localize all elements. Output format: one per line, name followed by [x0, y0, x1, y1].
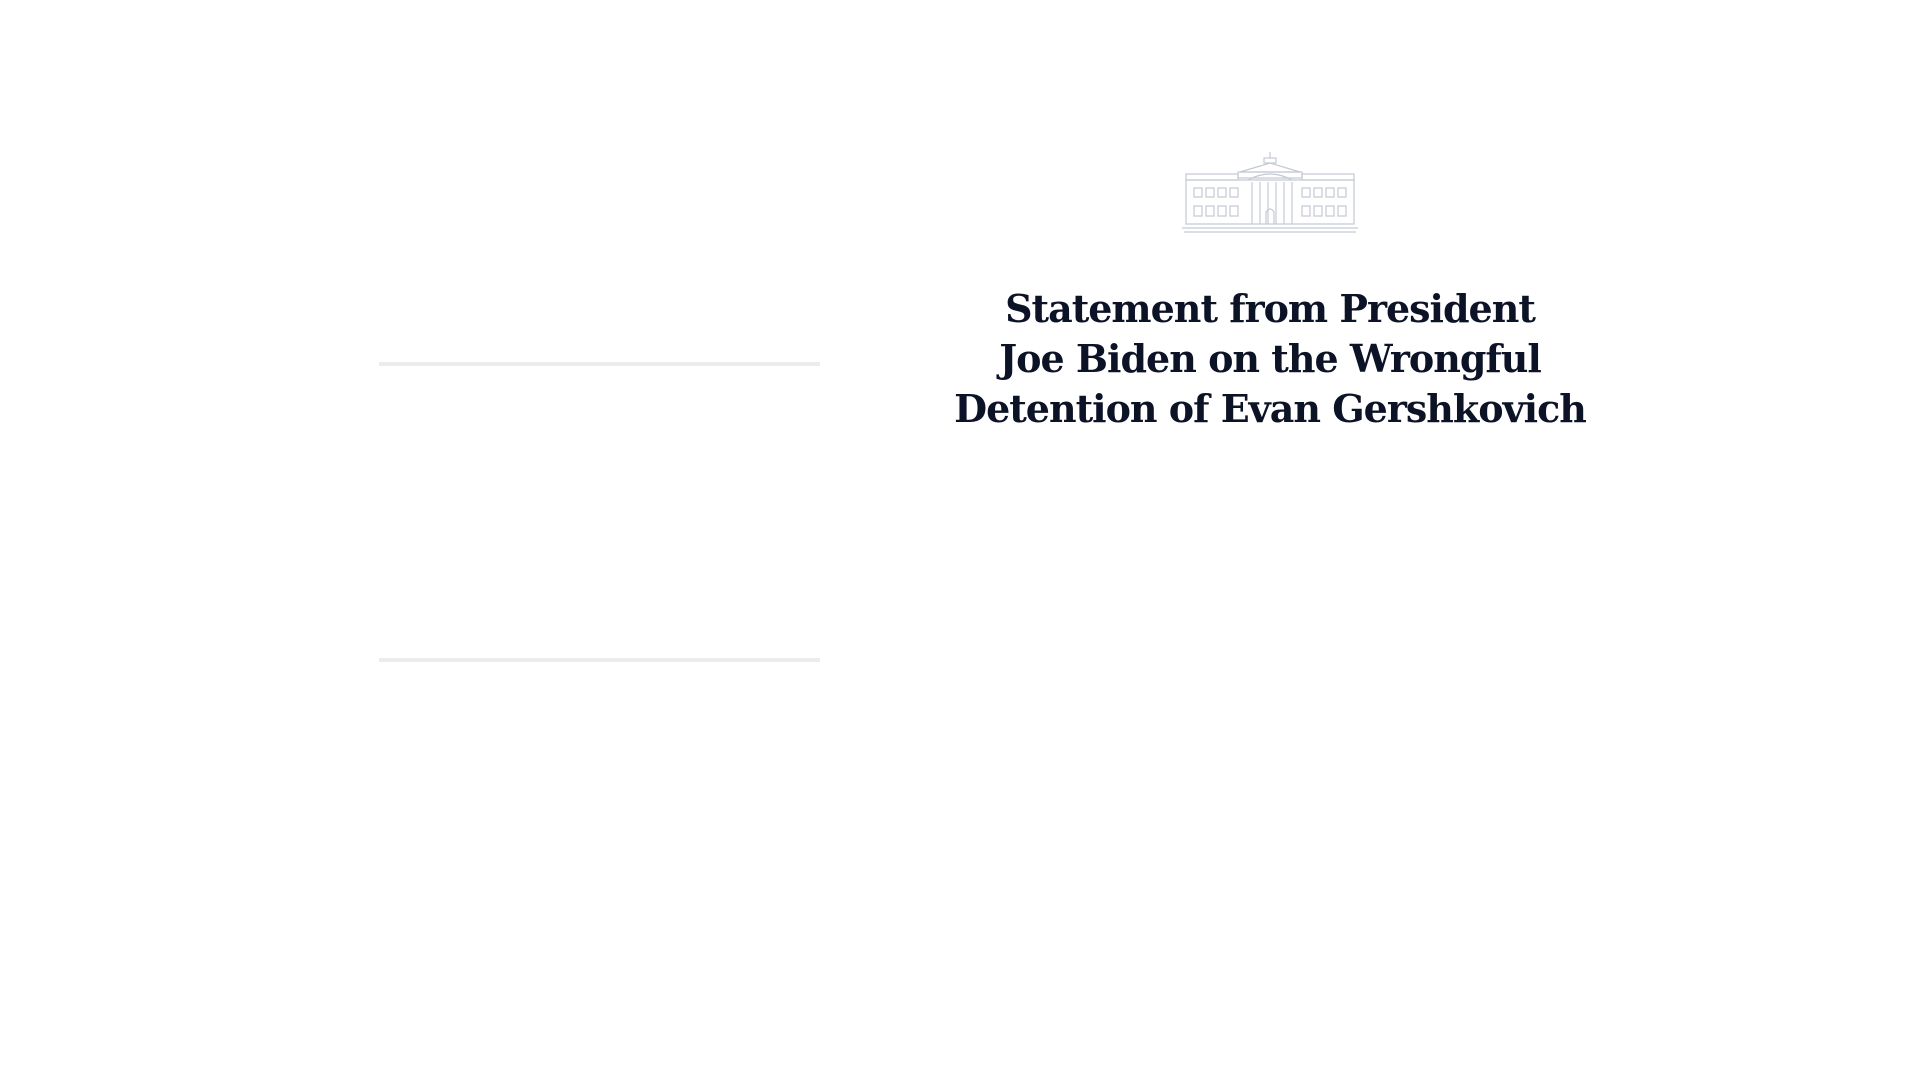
article-header — [920, 150, 1620, 434]
page-title-line: Statement from President — [1005, 286, 1535, 331]
white-house-icon[interactable] — [1182, 150, 1358, 236]
page-title-line: Joe Biden on the Wrongful — [999, 336, 1541, 381]
page-title — [920, 284, 1620, 434]
sidebar-bottom-divider — [379, 658, 820, 662]
left-sidebar — [379, 362, 820, 662]
page-title-line: Detention of Evan Gershkovich — [954, 386, 1586, 431]
sidebar-top-divider — [379, 362, 820, 366]
